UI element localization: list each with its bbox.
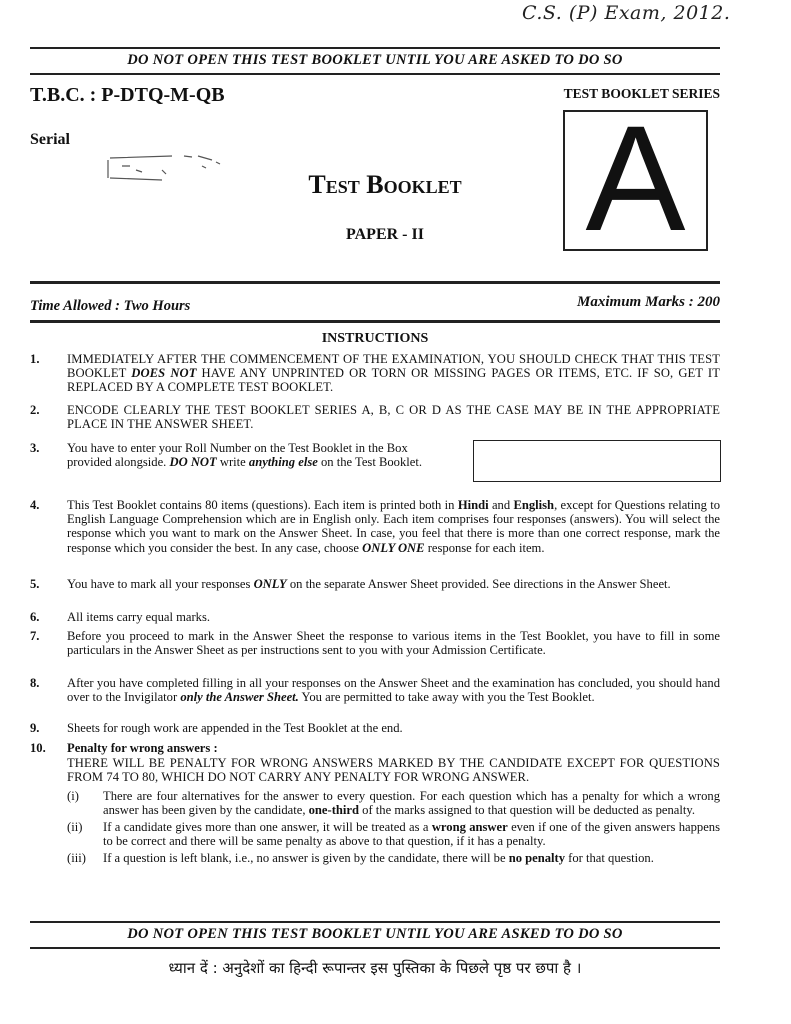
item-text: ENCODE CLEARLY THE TEST BOOKLET SERIES A, B, C OR D AS THE CASE MAY BE IN THE APPROPRIATE PLACE IN THE ANSWER SHEET.	[67, 403, 720, 432]
series-box	[563, 94, 708, 262]
divider-top-1	[30, 47, 720, 49]
item-text: After you have completed filling in all your responses on the Answer Sheet and the examination has concluded, you should hand over to the Invigilator	[67, 676, 720, 705]
penalty-subitem-2	[67, 820, 720, 848]
top-warning-banner: DO NOT OPEN THIS TEST BOOKLET UNTIL YOU ARE ASKED TO DO SO	[127, 52, 623, 68]
item-number: 1.	[30, 352, 40, 366]
time-allowed: Time Allowed : Two Hours	[30, 298, 191, 314]
emphasis-text: wrong answer	[431, 820, 508, 835]
roll-number-box[interactable]	[473, 440, 721, 482]
item-number: 9.	[30, 721, 40, 735]
item-text: If a question is left blank, i.e., no answer is given by the candidate, there will be	[103, 851, 509, 866]
emphasis-text: no penalty	[508, 851, 566, 866]
emphasis-text: DO NOT	[169, 455, 217, 470]
item-text: for that question.	[565, 851, 654, 866]
item-text: There are four alternatives for the answer to every question. For each question which has a penalty for which a wrong answer has been given by the candidate,	[103, 788, 720, 817]
subitem-number: (ii)	[67, 820, 83, 835]
maximum-marks: Maximum Marks : 200	[577, 294, 720, 310]
instruction-item-6	[30, 610, 720, 624]
item-number: 5.	[30, 577, 40, 591]
instruction-item-3	[30, 441, 450, 469]
emphasis-text: English	[513, 498, 555, 512]
item-text: and	[488, 498, 514, 512]
handwritten-exam-note: C.S. (P) Exam, 2012.	[522, 2, 731, 24]
item-number: 10.	[30, 741, 46, 755]
test-booklet-series-label: TEST BOOKLET SERIES	[563, 86, 720, 101]
item-text: Before you proceed to mark in the Answer Sheet the response to various items in the Test Booklet, you have to fill in some particulars in the Answer Sheet as per instructions sent to you with your Admission Certificate.	[67, 629, 720, 658]
hindi-note: ध्यान दें : अनुदेशों का हिन्दी रूपान्तर इस पुस्तिका के पिछले पृष्ठ पर छपा है ।	[168, 959, 582, 977]
bottom-warning-banner: DO NOT OPEN THIS TEST BOOKLET UNTIL YOU ARE ASKED TO DO SO	[127, 926, 623, 942]
paper-number: PAPER - II	[346, 226, 424, 243]
series-letter: A	[585, 94, 686, 262]
instruction-item-7	[30, 629, 720, 657]
subitem-number: (iii)	[67, 851, 86, 866]
serial-label: Serial	[30, 131, 70, 148]
item-number: 4.	[30, 498, 40, 512]
item-text: on the separate Answer Sheet provided. See directions in the Answer Sheet.	[286, 577, 671, 591]
emphasis-text: ONLY	[253, 577, 287, 591]
penalty-subitem-1	[67, 789, 720, 817]
emphasis-text: one-third	[308, 802, 359, 817]
emphasis-text: DOES NOT	[131, 366, 197, 381]
item-text: of the marks assigned to that question will be deducted as penalty.	[359, 802, 695, 817]
instruction-item-2	[30, 403, 720, 431]
penalty-text: THERE WILL BE PENALTY FOR WRONG ANSWERS MARKED BY THE CANDIDATE EXCEPT FOR QUESTIONS FROM 74 TO 80, WHICH DO NOT CARRY ANY PENALTY FOR WRONG ANSWER.	[67, 756, 720, 785]
item-text: Sheets for rough work are appended in the Test Booklet at the end.	[67, 721, 403, 735]
item-number: 7.	[30, 629, 40, 643]
instruction-item-10	[30, 741, 720, 866]
divider-meta	[30, 281, 720, 284]
item-text: , except for Questions relating to English Language Comprehension which are in English only. Each item comprises four responses (answers). You will select the response which you want to mark on the Answer Sheet. In case, you feel that there is more than one correct response, mark the response which you consider the best. In any case, choose	[67, 498, 721, 555]
item-text: You are permitted to take away with you the Test Booklet.	[298, 690, 595, 705]
instruction-item-8	[30, 676, 720, 704]
subitem-number: (i)	[67, 788, 79, 803]
item-text: write	[216, 455, 249, 470]
item-text: on the Test Booklet.	[317, 455, 423, 470]
tbc-code: T.B.C. : P-DTQ-M-QB	[30, 84, 225, 106]
item-number: 3.	[30, 441, 40, 455]
penalty-title: Penalty for wrong answers :	[67, 741, 218, 755]
divider-instructions	[30, 320, 720, 323]
divider-bottom-2	[30, 947, 720, 949]
emphasis-text: only the Answer Sheet.	[180, 690, 299, 705]
item-text: even if one of the given answers happens to be correct and there will be same penalty as above to that question, if it has a penalty.	[103, 820, 720, 849]
divider-bottom-1	[30, 921, 720, 923]
item-text: This Test Booklet contains 80 items (questions). Each item is printed both in	[67, 498, 458, 512]
item-text: If a candidate gives more than one answer, it will be treated as a	[103, 820, 432, 835]
emphasis-text: Hindi	[457, 498, 489, 512]
instruction-item-5	[30, 577, 720, 591]
item-number: 6.	[30, 610, 40, 624]
emphasis-text: anything else	[248, 455, 318, 470]
item-number: 8.	[30, 676, 40, 690]
item-text: All items carry equal marks.	[67, 610, 211, 624]
item-text: response for each item.	[424, 540, 545, 555]
penalty-subitem-3	[67, 851, 720, 865]
divider-top-2	[30, 73, 720, 75]
item-text: HAVE ANY UNPRINTED OR TORN OR MISSING PAGES OR ITEMS, ETC. IF SO, GET IT REPLACED BY A COMPLETE TEST BOOKLET.	[67, 366, 720, 395]
emphasis-text: ONLY ONE	[362, 540, 425, 555]
item-number: 2.	[30, 403, 40, 417]
instruction-item-9	[30, 721, 720, 735]
item-text: You have to enter your Roll Number on the Test Booklet in the Box provided alongside.	[67, 441, 408, 470]
booklet-title: Test Booklet	[308, 170, 462, 199]
instruction-item-1	[30, 352, 720, 395]
instructions-heading: INSTRUCTIONS	[321, 331, 429, 346]
item-text: IMMEDIATELY AFTER THE COMMENCEMENT OF THE EXAMINATION, YOU SHOULD CHECK THAT THIS TEST BOOKLET	[67, 352, 720, 381]
item-text: You have to mark all your responses	[67, 577, 254, 591]
serial-number-smudge	[102, 152, 232, 184]
instruction-item-4	[30, 498, 720, 555]
